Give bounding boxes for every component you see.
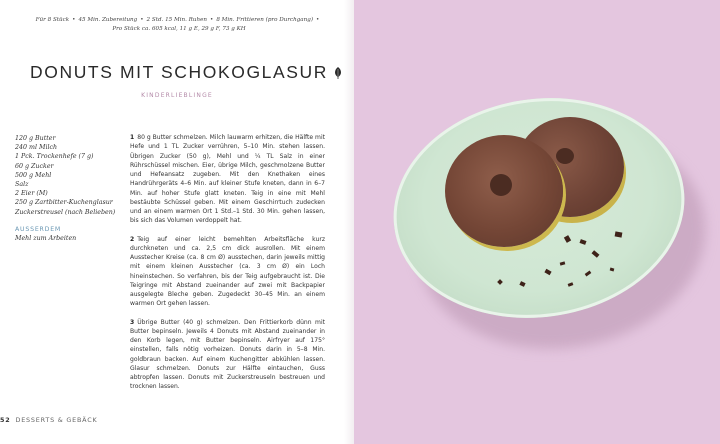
step-text: Teig auf einer leicht bemehlten Arbeitsfläche kurz durchkneten und ca. 2,5 cm dick ausrollen. Mit einem Ausstecher Kreise (ca. 8 cm Ø) ausstechen, darin jeweils mittig mit einem kleinen Ausstecher (ca. 3 cm Ø) ein Loch hineinstechen. So verfahren, bis der Teig aufgebraucht ist. Die Teigringe mit Abstand zueinander auf zwei mit Backpapier ausgelegte Bleche geben. Zugedeckt 30–45 Min. an einem warmen Ort gehen lassen.	[130, 235, 325, 308]
book-gutter	[344, 0, 354, 444]
ingredient: 240 ml Milch	[15, 144, 58, 152]
page-footer	[0, 416, 97, 424]
left-page	[0, 0, 354, 444]
instructions	[130, 133, 325, 401]
donut-hole	[556, 148, 574, 164]
separator: •	[316, 17, 320, 23]
ingredient: 120 g Butter	[15, 135, 56, 142]
ingredient: Zuckerstreusel (nach Belieben)	[15, 208, 116, 216]
nutrition-info: Pro Stück ca. 605 kcal, 11 g E, 29 g F, 73 g KH	[112, 26, 246, 32]
recipe-category: KINDERLIEBLINGE	[141, 92, 213, 99]
page-number: 52	[0, 416, 11, 424]
step-number: 1	[130, 134, 135, 141]
ingredient: 60 g Zucker	[15, 162, 54, 170]
chocolate-flake	[615, 231, 623, 237]
ingredients-extra-heading: AUSSERDEM	[15, 225, 62, 233]
step-1	[130, 133, 325, 226]
prep-time: 45 Min. Zubereitung	[78, 17, 138, 23]
ingredient: 250 g Zartbitter-Kuchenglasur	[15, 199, 113, 207]
separator: •	[210, 17, 214, 23]
donut-hole	[490, 174, 512, 196]
recipe-title-text: DONUTS MIT SCHOKOGLASUR	[30, 62, 329, 82]
step-3	[130, 318, 325, 392]
step-2	[130, 235, 325, 309]
rest-time: 2 Std. 15 Min. Ruhen	[146, 17, 208, 23]
ingredient: Salz	[15, 181, 29, 189]
step-number: 2	[130, 235, 135, 243]
recipe-title	[30, 62, 342, 83]
ingredient: 500 g Mehl	[15, 171, 52, 179]
chocolate-flake	[610, 268, 615, 272]
meta-line-1	[20, 16, 338, 25]
step-text: 80 g Butter schmelzen. Milch lauwarm erhitzen, die Hälfte mit Hefe und 1 TL Zucker verrühren, 5–10 Min. stehen lassen. Übrigen Zucker (50 g), Mehl und ¼ TL Salz in einer Rührschüssel mischen. Eier, übrige Milch, geschmolzene Butter und Hefeansatz zugeben. Mit den Knethaken eines Handrührgeräts 4–6 Min. auf kleiner Stufe kneten, dann in 6–7 Min. auf hoher Stufe glatt kneten. Teig in eine mit Mehl bestäubte Schüssel geben. Mit einem Geschirrtuch zudecken und an einem warmen Ort 1 Std.–1 Std. 30 Min. gehen lassen, bis sich das Volumen verdoppelt hat.	[130, 134, 325, 225]
ingredient: 2 Eier (M)	[15, 190, 48, 198]
recipe-meta	[20, 16, 338, 34]
step-text: Übrige Butter (40 g) schmelzen. Den Frittierkorb dünn mit Butter bepinseln. Jeweils 4 Donuts mit Abstand zueinander in den Korb legen, mit Butter bepinseln. Airfryer auf 175° einstellen, falls nötig vorheizen. Donuts darin in 5–8 Min. goldbraun backen. Auf einem Kuchengitter abkühlen lassen. Glasur schmelzen. Donuts zur Hälfte eintauchen, Guss abtropfen lassen. Donuts mit Zuckerstreuseln bestreuen und trocknen lassen.	[130, 318, 325, 391]
leaf-icon	[334, 67, 342, 79]
separator: •	[140, 17, 144, 23]
fry-time: 8 Min. Frittieren (pro Durchgang)	[216, 17, 314, 23]
servings: Für 8 Stück	[35, 17, 70, 23]
ingredient: 1 Pck. Trockenhefe (7 g)	[15, 153, 94, 161]
section-name: DESSERTS & GEBÄCK	[15, 416, 98, 424]
ingredient: Mehl zum Arbeiten	[15, 235, 77, 243]
step-number: 3	[130, 318, 135, 326]
separator: •	[72, 17, 76, 23]
ingredients-list	[15, 134, 127, 243]
